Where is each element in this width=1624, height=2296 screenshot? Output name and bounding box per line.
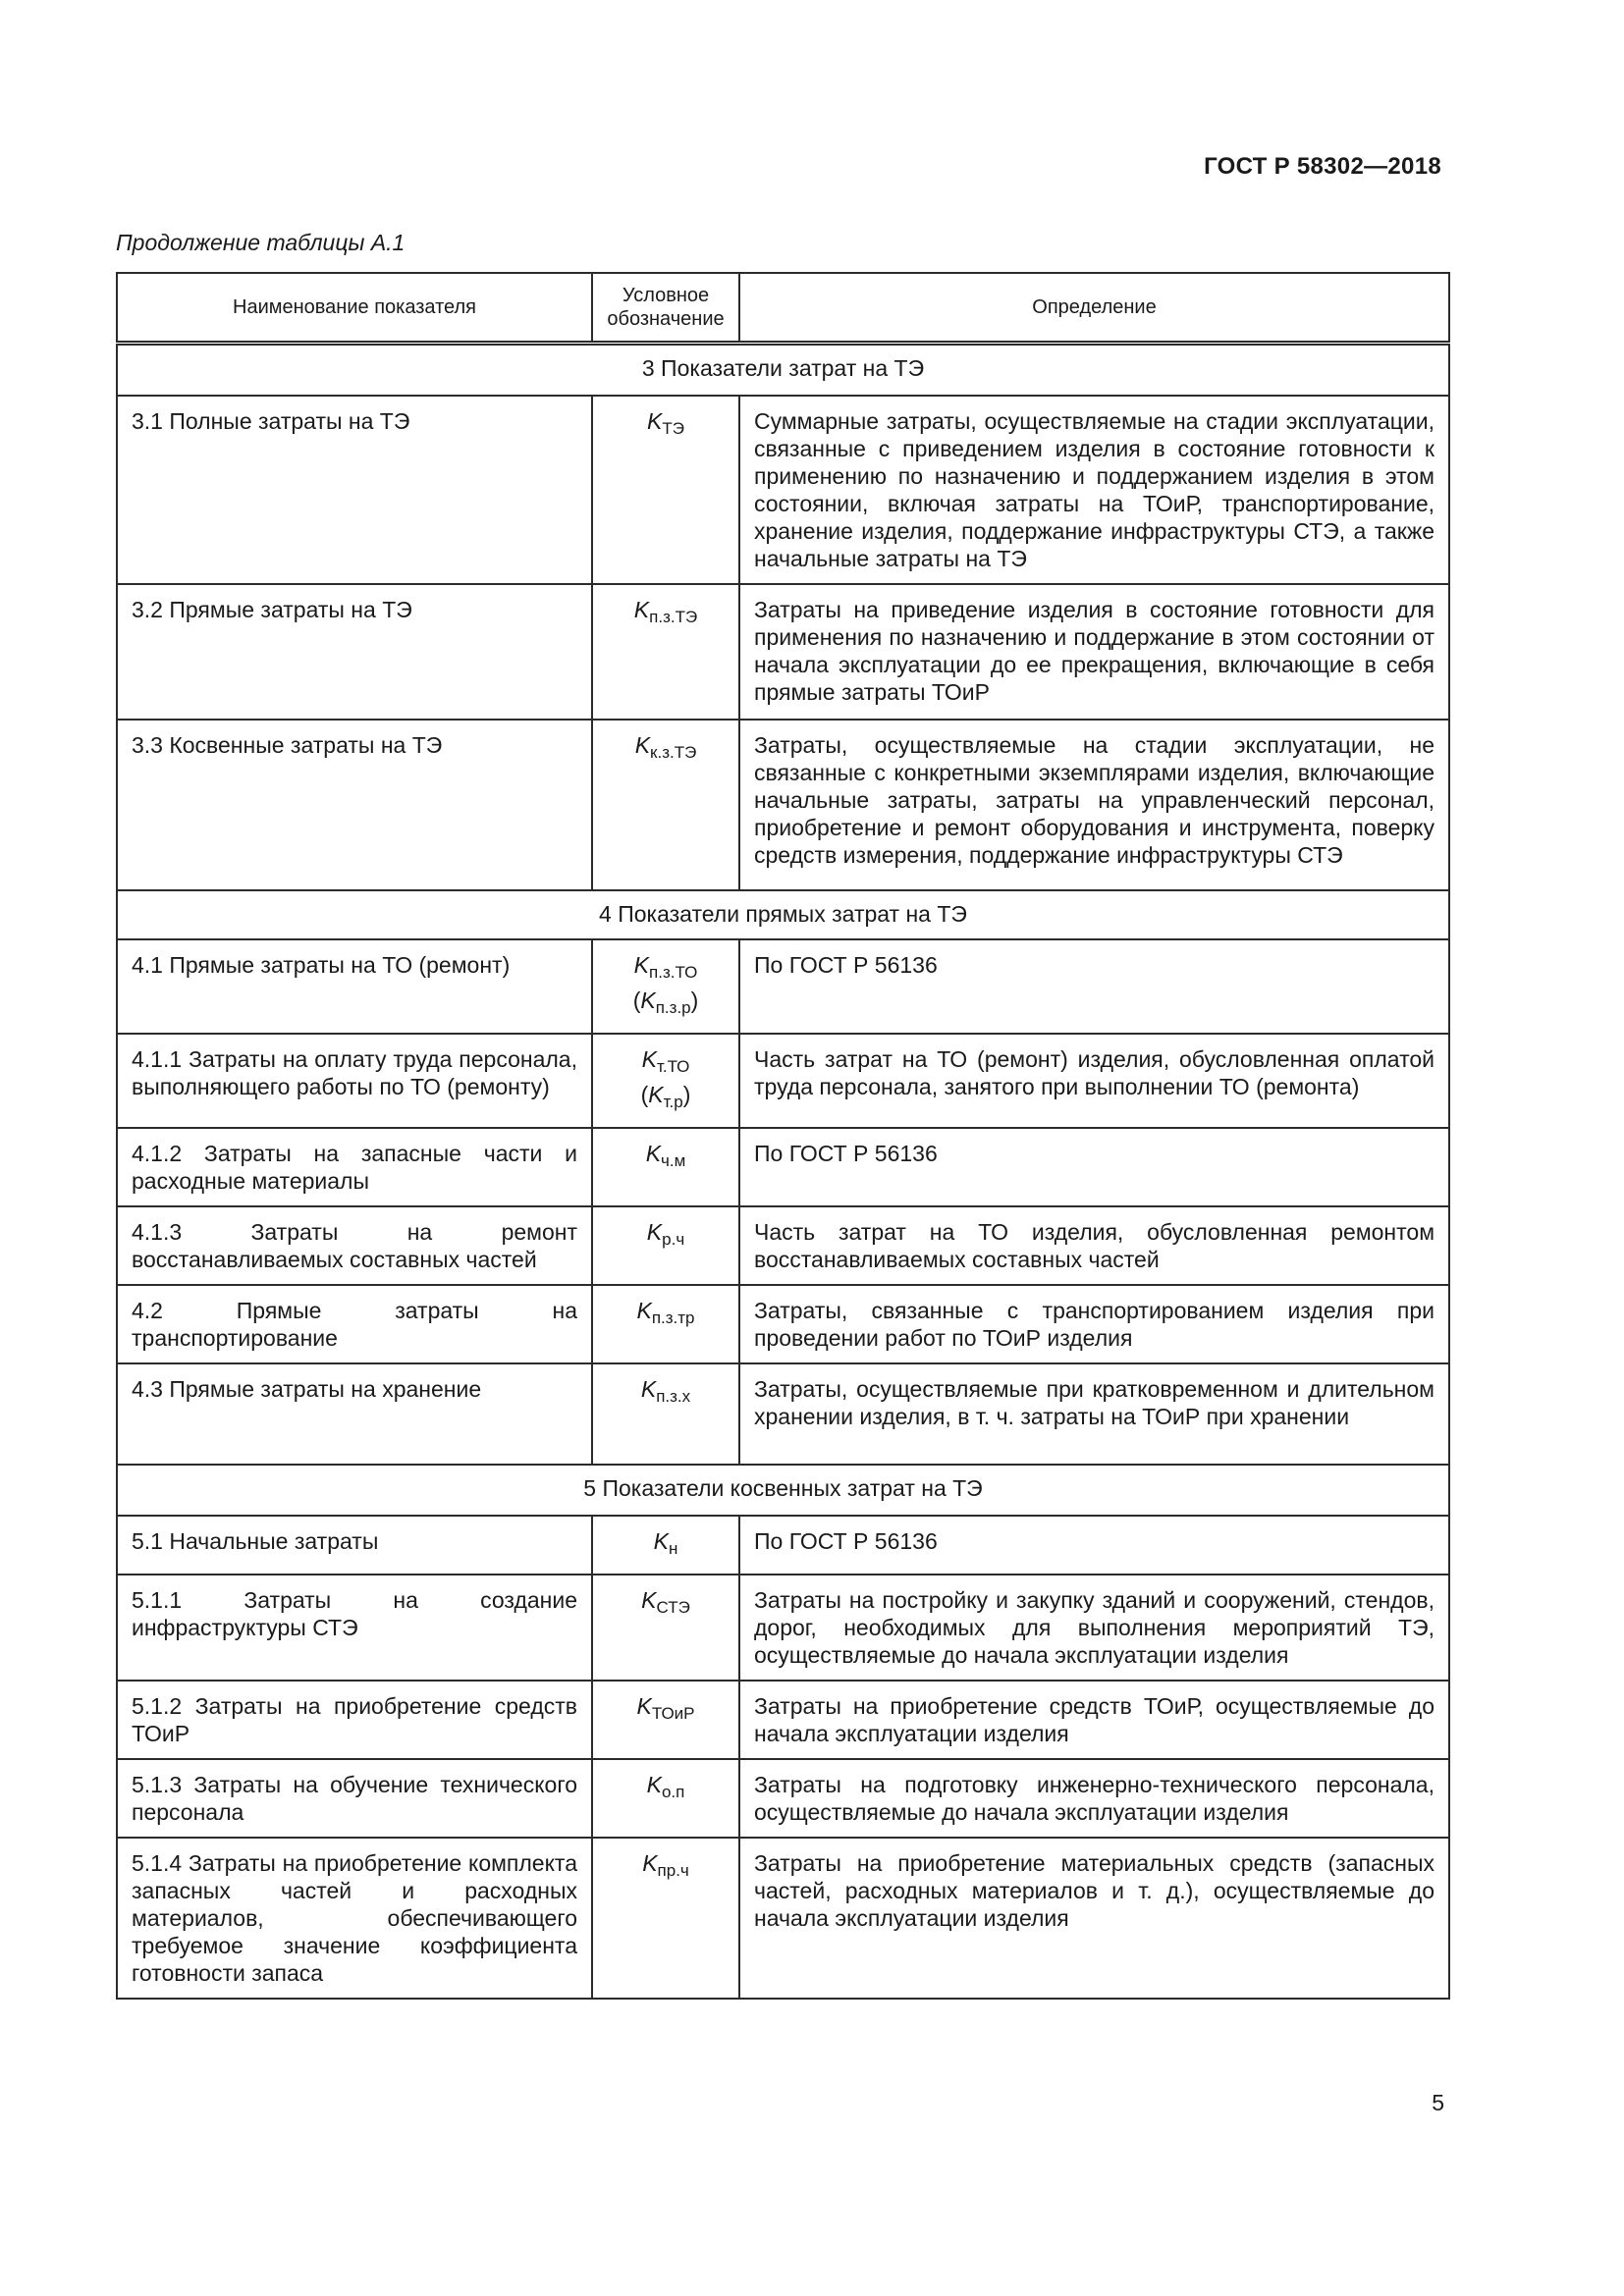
symbol-line <box>607 407 725 443</box>
symbol-letter: K <box>636 1693 652 1719</box>
section-header-row <box>117 890 1449 939</box>
symbol-letter: K <box>648 1082 664 1107</box>
indicator-name: 5.1.4 Затраты на приобретение комплекта запасных частей и расходных материалов, обеспечивающего требуемое значение коэффициента готовности запаса <box>117 1838 592 1999</box>
indicator-name: 5.1.2 Затраты на приобретение средств ТОиР <box>117 1681 592 1759</box>
symbol-subscript: п.з.ТЭ <box>649 608 698 626</box>
symbol-subscript: ч.м <box>661 1151 686 1170</box>
table-row <box>117 720 1449 890</box>
table-row <box>117 1759 1449 1838</box>
symbol-line <box>607 1586 725 1622</box>
symbol-subscript: т.ТО <box>656 1057 690 1076</box>
indicator-symbol <box>592 720 739 890</box>
table-row <box>117 1838 1449 1999</box>
section-title: 5 Показатели косвенных затрат на ТЭ <box>117 1465 1449 1516</box>
indicator-symbol <box>592 1206 739 1285</box>
indicator-definition: По ГОСТ Р 56136 <box>739 1516 1449 1575</box>
indicator-definition: Затраты на приведение изделия в состояние готовности для применения по назначению и поддержание в этом состоянии от начала эксплуатации до ее прекращения, включающие в себя прямые затраты ТОиР <box>739 584 1449 720</box>
symbol-line: $(K_{т.р})$ <box>640 1082 691 1111</box>
symbol-line <box>607 596 725 631</box>
symbol-subscript: п.з.х <box>656 1387 691 1406</box>
indicator-definition: Затраты на приобретение материальных средств (запасных частей, расходных материалов и т. д.), осуществляемые до начала эксплуатации изделия <box>739 1838 1449 1999</box>
indicator-symbol <box>592 584 739 720</box>
table-row <box>117 396 1449 584</box>
symbol-line <box>607 1140 725 1175</box>
symbol-letter: K <box>646 1772 662 1797</box>
symbol-letter: K <box>645 1141 662 1166</box>
symbol-line <box>607 731 725 767</box>
symbol-line <box>607 1692 725 1728</box>
symbol-letter: K <box>636 1298 652 1323</box>
indicator-definition: Часть затрат на ТО изделия, обусловленная ремонтом восстанавливаемых составных частей <box>739 1206 1449 1285</box>
symbol-line <box>607 1045 725 1081</box>
symbol-subscript: р.ч <box>662 1230 685 1249</box>
symbol-letter: K <box>647 408 663 434</box>
indicator-name: 5.1.1 Затраты на создание инфраструктуры СТЭ <box>117 1575 592 1681</box>
indicator-definition: Затраты на постройку и закупку зданий и сооружений, стендов, дорог, необходимых для выполнения мероприятий ТЭ, осуществляемые до начала эксплуатации изделия <box>739 1575 1449 1681</box>
table-row <box>117 939 1449 1034</box>
indicator-symbol <box>592 1681 739 1759</box>
indicator-definition: Часть затрат на ТО (ремонт) изделия, обусловленная оплатой труда персонала, занятого при выполнении ТО (ремонта) <box>739 1034 1449 1128</box>
indicator-symbol <box>592 1575 739 1681</box>
indicator-symbol <box>592 1759 739 1838</box>
table-body <box>117 344 1449 2000</box>
symbol-subscript: пр.ч <box>657 1861 689 1880</box>
indicator-definition: По ГОСТ Р 56136 <box>739 1128 1449 1206</box>
symbol-subscript: к.з.ТЭ <box>650 743 697 762</box>
indicator-definition: Суммарные затраты, осуществляемые на стадии эксплуатации, связанные с приведением изделия в состояние готовности к применению по назначению и поддержанием изделия в этом состоянии, включая затраты на ТОиР, транспортирование, хранение изделия, поддержание инфраструктуры СТЭ, а также начальные затраты на ТЭ <box>739 396 1449 584</box>
symbol-line <box>607 1771 725 1806</box>
indicator-name: 3.3 Косвенные затраты на ТЭ <box>117 720 592 890</box>
column-header-name: Наименование показателя <box>117 273 592 344</box>
page-number: 5 <box>1432 2090 1444 2115</box>
indicator-symbol <box>592 1285 739 1363</box>
symbol-letter: K <box>642 1850 658 1876</box>
indicator-name: 4.1.1 Затраты на оплату труда персонала, выполняющего работы по ТО (ремонту) <box>117 1034 592 1128</box>
indicators-table <box>116 272 1450 2000</box>
indicator-name: 4.3 Прямые затраты на хранение <box>117 1363 592 1465</box>
table-header <box>117 273 1449 344</box>
indicator-name: 4.2 Прямые затраты на транспортирование <box>117 1285 592 1363</box>
indicator-name: 4.1.3 Затраты на ремонт восстанавливаемых составных частей <box>117 1206 592 1285</box>
indicator-symbol <box>592 1128 739 1206</box>
table-row <box>117 1285 1449 1363</box>
indicator-name: 5.1 Начальные затраты <box>117 1516 592 1575</box>
symbol-letter: K <box>633 597 650 622</box>
symbol-subscript: о.п <box>661 1783 685 1801</box>
table-row <box>117 1034 1449 1128</box>
symbol-letter: K <box>633 952 650 978</box>
symbol-line <box>607 1375 725 1411</box>
symbol-line <box>607 1527 725 1563</box>
symbol-letter: K <box>634 732 651 758</box>
indicator-name: 3.2 Прямые затраты на ТЭ <box>117 584 592 720</box>
symbol-letter: K <box>640 1376 657 1402</box>
section-title: 3 Показатели затрат на ТЭ <box>117 344 1449 397</box>
indicator-definition: Затраты, осуществляемые при кратковременном и длительном хранении изделия, в т. ч. затраты на ТОиР при хранении <box>739 1363 1449 1465</box>
symbol-subscript: п.з.тр <box>651 1308 695 1327</box>
symbol-line: $(K_{п.з.р})$ <box>632 988 699 1017</box>
symbol-letter: K <box>640 988 656 1013</box>
symbol-line <box>607 1297 725 1332</box>
section-header-row <box>117 1465 1449 1516</box>
indicator-symbol <box>592 1516 739 1575</box>
table-row <box>117 1206 1449 1285</box>
indicator-definition: По ГОСТ Р 56136 <box>739 939 1449 1034</box>
indicator-definition: Затраты, осуществляемые на стадии эксплуатации, не связанные с конкретными экземплярами изделия, включающие начальные затраты, затраты на управленческий персонал, приобретение и ремонт оборудования и инструмента, поверку средств измерения, поддержание инфраструктуры СТЭ <box>739 720 1449 890</box>
symbol-letter: K <box>641 1046 657 1072</box>
indicator-definition: Затраты на подготовку инженерно-технического персонала, осуществляемые до начала эксплуатации изделия <box>739 1759 1449 1838</box>
symbol-letter: K <box>641 1587 657 1613</box>
symbol-letter: K <box>646 1219 663 1245</box>
indicator-symbol <box>592 1838 739 1999</box>
section-header-row <box>117 344 1449 397</box>
indicator-symbol <box>592 1363 739 1465</box>
indicator-name: 5.1.3 Затраты на обучение технического персонала <box>117 1759 592 1838</box>
indicator-name: 4.1 Прямые затраты на ТО (ремонт) <box>117 939 592 1034</box>
indicator-symbol <box>592 939 739 1034</box>
table-row <box>117 1516 1449 1575</box>
indicator-definition: Затраты на приобретение средств ТОиР, осуществляемые до начала эксплуатации изделия <box>739 1681 1449 1759</box>
symbol-subscript: п.з.р <box>655 998 691 1017</box>
symbol-subscript: н <box>668 1539 678 1558</box>
symbol-subscript: т.р <box>663 1093 683 1111</box>
table-row <box>117 1128 1449 1206</box>
table-row <box>117 1575 1449 1681</box>
table-row <box>117 584 1449 720</box>
section-title: 4 Показатели прямых затрат на ТЭ <box>117 890 1449 939</box>
symbol-line <box>607 1218 725 1254</box>
indicator-symbol <box>592 1034 739 1128</box>
symbol-line <box>607 951 725 987</box>
column-header-symbol: Условное обозначение <box>592 273 739 344</box>
table-row <box>117 1681 1449 1759</box>
indicator-symbol <box>592 396 739 584</box>
table-caption: Продолжение таблицы А.1 <box>116 230 406 255</box>
column-header-definition: Определение <box>739 273 1449 344</box>
indicator-name: 3.1 Полные затраты на ТЭ <box>117 396 592 584</box>
indicator-definition: Затраты, связанные с транспортированием изделия при проведении работ по ТОиР изделия <box>739 1285 1449 1363</box>
symbol-subscript: СТЭ <box>656 1598 690 1617</box>
symbol-subscript: ТОиР <box>651 1704 695 1723</box>
document-code: ГОСТ Р 58302—2018 <box>1204 153 1441 180</box>
symbol-subscript: ТЭ <box>662 419 684 438</box>
indicator-name: 4.1.2 Затраты на запасные части и расходные материалы <box>117 1128 592 1206</box>
symbol-line <box>607 1849 725 1885</box>
symbol-subscript: п.з.ТО <box>649 963 698 982</box>
symbol-letter: K <box>653 1528 669 1554</box>
table-row <box>117 1363 1449 1465</box>
